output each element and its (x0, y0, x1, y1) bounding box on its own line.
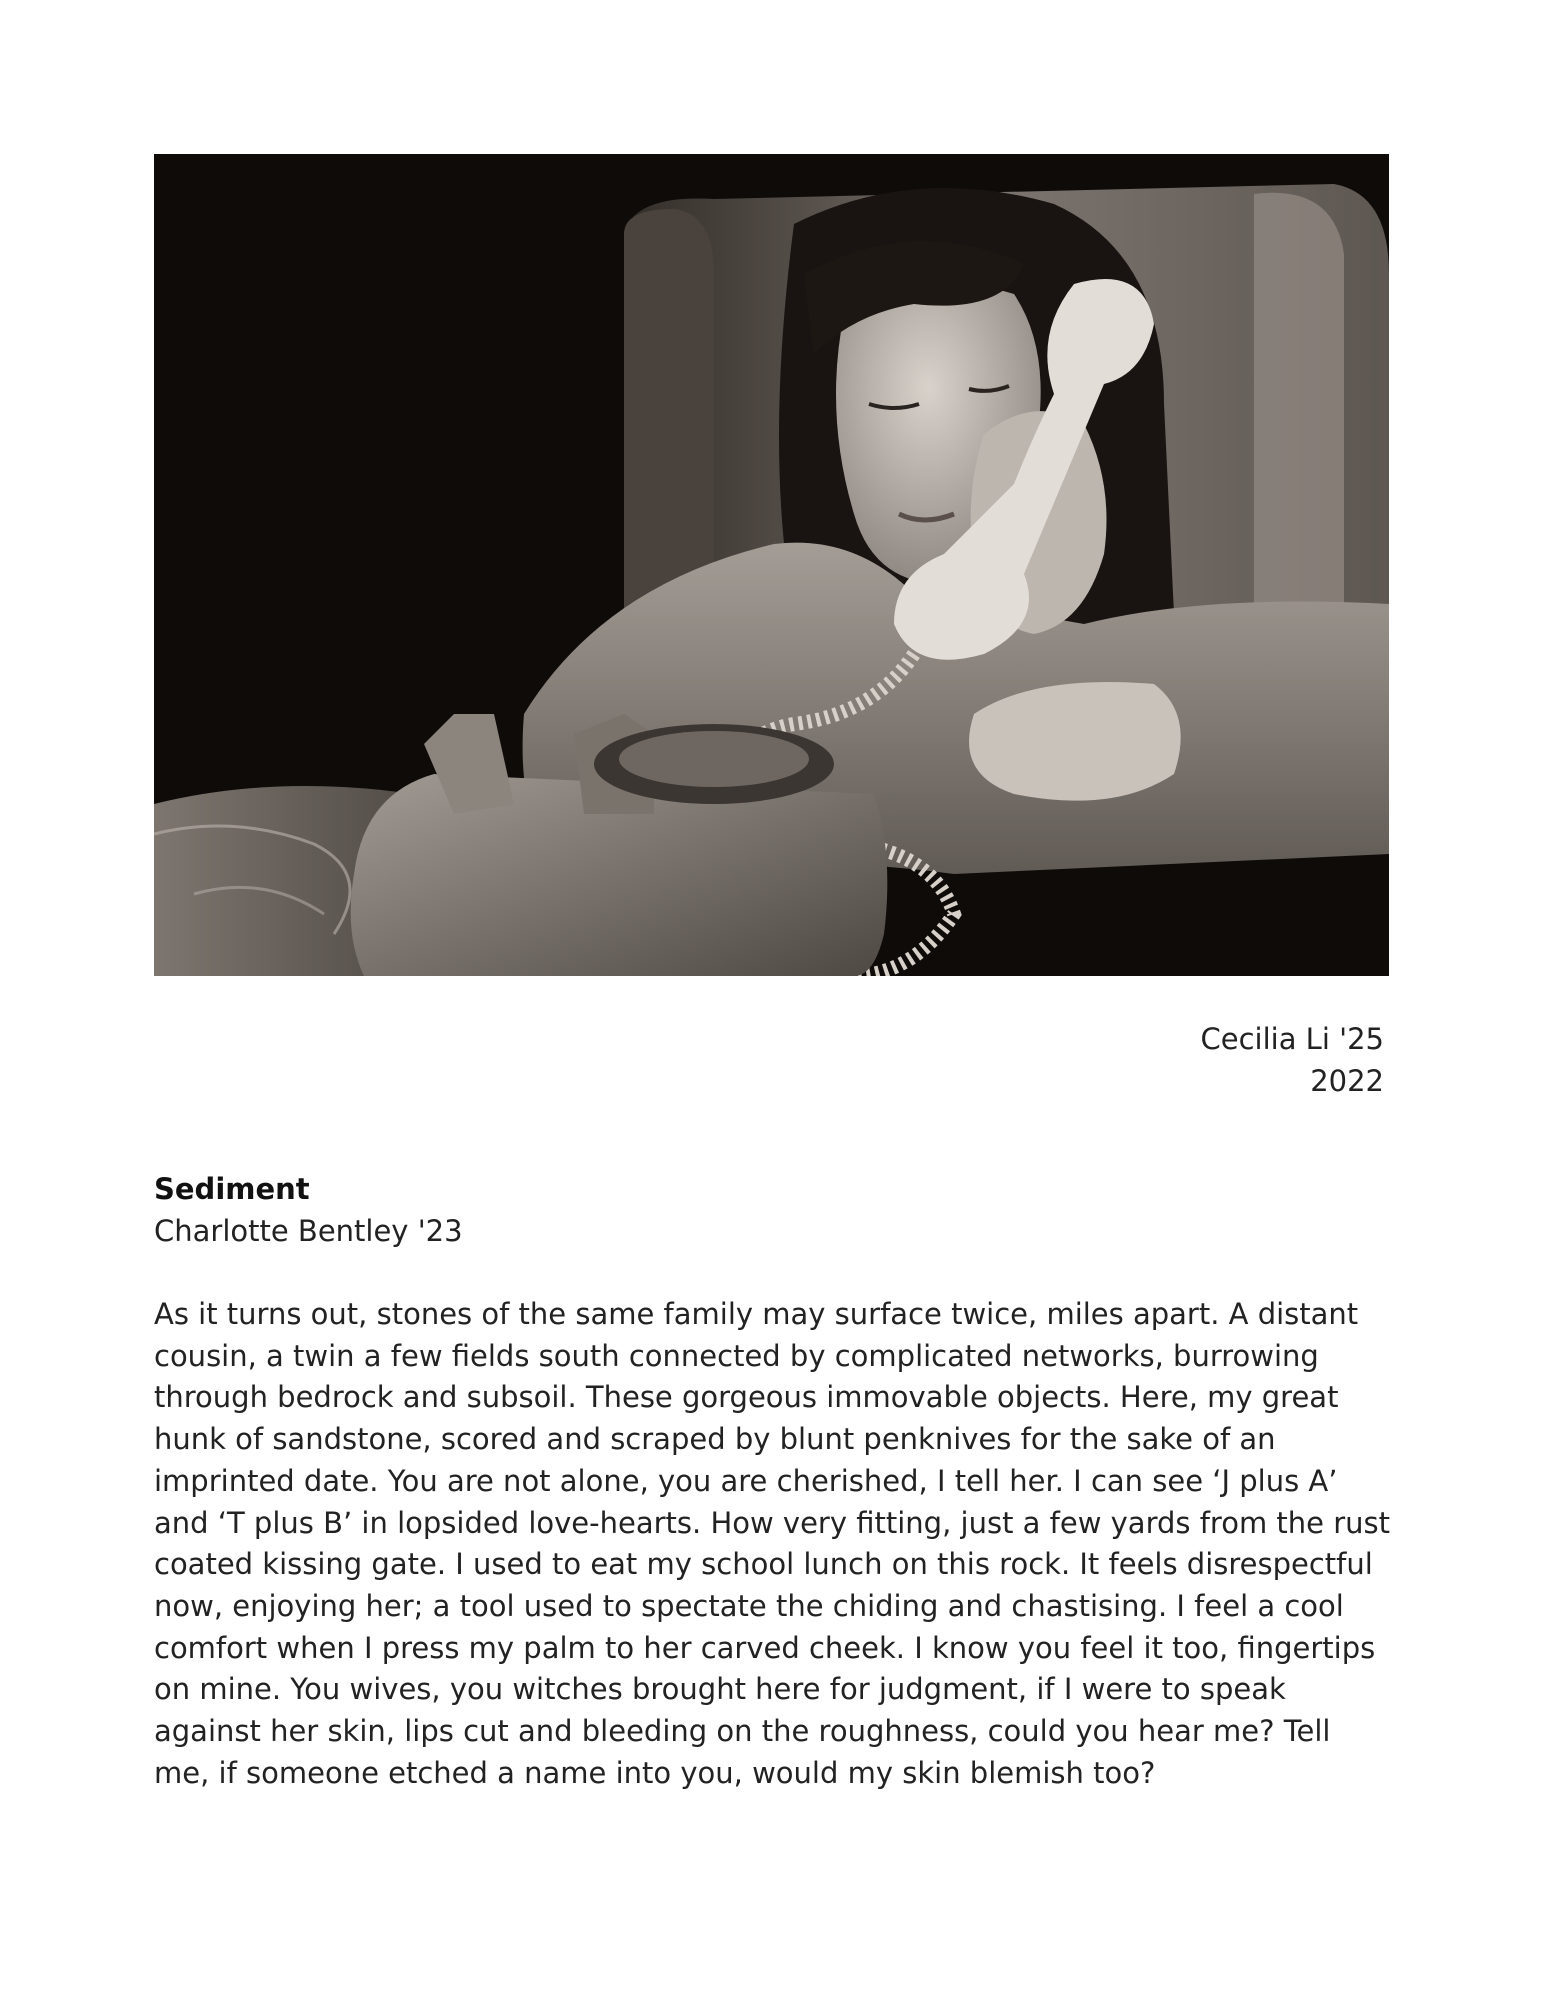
photo-illustration (154, 154, 1389, 976)
artwork-credit (1200, 1018, 1384, 1102)
artist-name: Cecilia Li '25 (1200, 1022, 1384, 1056)
piece-body: As it turns out, stones of the same family may surface twice, miles apart. A distant cousin, a twin a few fields south connected by complicated networks, burrowing through bedrock and subsoil. These gorgeous immovable objects. Here, my great hunk of sandstone, scored and scraped by blunt penknives for the sake of an imprinted date. You are not alone, you are cherished, I tell her. I can see ‘J plus A’ and ‘T plus B’ in lopsided love-hearts. How very fitting, just a few yards from the rust coated kissing gate. I used to eat my school lunch on this rock. It feels disrespectful now, enjoying her; a tool used to spectate the chiding and chastising. I feel a cool comfort when I press my palm to her carved cheek. I know you feel it too, fingertips on mine. You wives, you witches brought here for judgment, if I were to speak against her skin, lips cut and bleeding on the roughness, could you hear me? Tell me, if someone etched a name into you, would my skin blemish too? (154, 1297, 1391, 1790)
artwork-year: 2022 (1310, 1064, 1384, 1098)
piece-author: Charlotte Bentley '23 (154, 1214, 463, 1248)
artwork-photo (154, 154, 1389, 976)
piece-title: Sediment (154, 1172, 310, 1206)
literary-piece (154, 1168, 1394, 1794)
